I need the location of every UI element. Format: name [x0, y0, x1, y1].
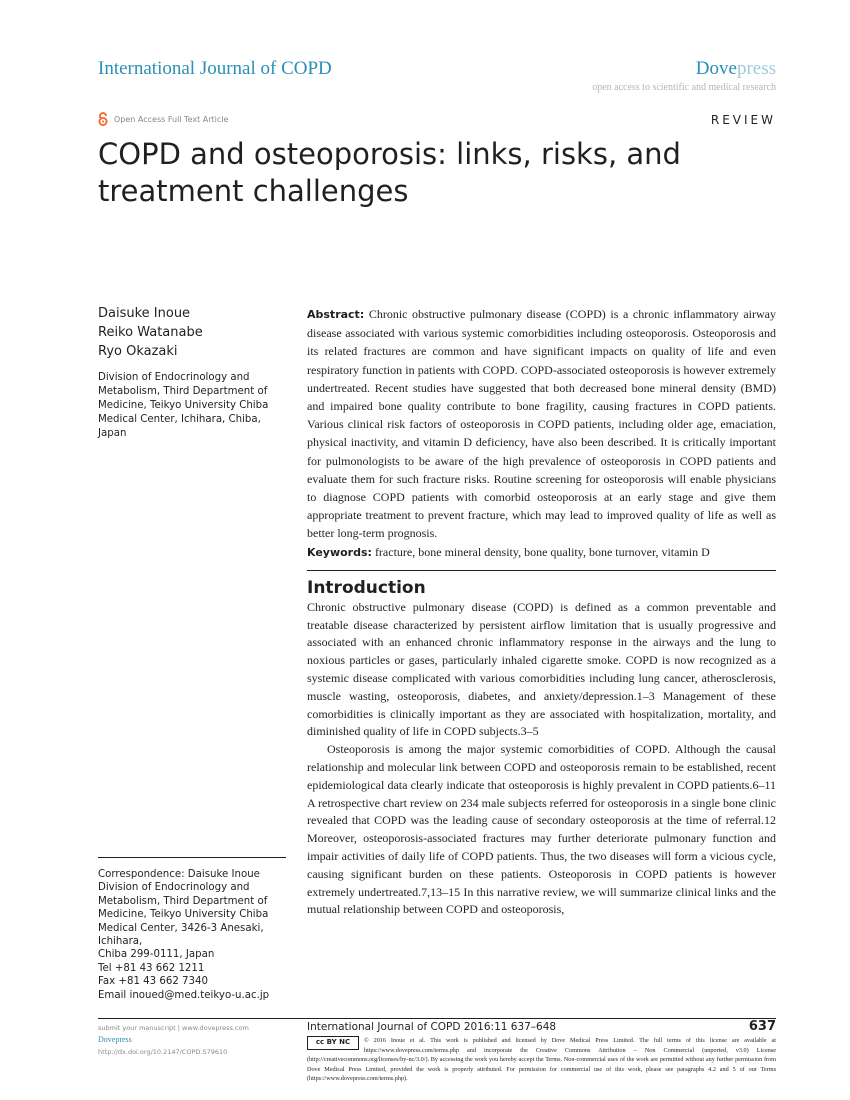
paragraph: Osteoporosis is among the major systemic comorbidities of COPD. Although the causal relationship and molecular link between COPD and osteoporosis remain to be established, recent epidemiological data clearly indicate that osteoporosis is highly prevalent in COPD patients.6–11 A retrospective chart review on 234 male subjects referred for osteoporosis in a single bone clinic revealed that COPD was the leading cause of secondary osteoporosis at the time of referral.12 Moreover, osteoporosis-associated fractures may further deteriorate pulmonary function and impair activities of daily life of COPD patients. Thus, the two diseases will form a vicious cycle, causing significant burden on these patients. Osteoporosis in COPD patients is however extremely undertreated.7,13–15 In this narrative review, we will summarize clinical links and the mutual relationship between COPD and osteoporosis,	[307, 742, 776, 917]
submit-link[interactable]: submit your manuscript | www.dovepress.com	[98, 1024, 249, 1032]
main-column	[307, 305, 776, 919]
page-number: 637	[748, 1019, 776, 1034]
license-block	[307, 1036, 776, 1084]
correspondence-line: Medical Center, 3426-3 Anesaki, Ichihara,	[98, 922, 264, 948]
author: Ryo Okazaki	[98, 344, 178, 359]
doi-link[interactable]: http://dx.doi.org/10.2147/COPD.S79610	[98, 1048, 228, 1056]
article-title: COPD and osteoporosis: links, risks, and treatment challenges	[98, 137, 681, 208]
author: Daisuke Inoue	[98, 306, 191, 321]
correspondence-line: Correspondence: Daisuke Inoue	[98, 869, 260, 880]
affiliation: Division of Endocrinology and Metabolism, Third Department of Medicine, Teikyo University Chiba Medical Center, Ichihara, Chiba, Japan	[98, 372, 269, 439]
open-access-text: Open Access Full Text Article	[114, 114, 229, 124]
footer-left	[98, 1022, 249, 1058]
publisher-logo-main: Dove	[695, 58, 737, 79]
citation: International Journal of COPD 2016:11 637–648	[307, 1021, 557, 1033]
section-heading: Introduction	[307, 577, 426, 598]
paragraph: Chronic obstructive pulmonary disease (COPD) is defined as a common preventable and treatable disease characterized by persistent airflow limitation that is usually progressive and associated with an enhanced chronic inflammatory response in the airways and the lung to noxious particles or gases, particularly inhaled cigarette smoke. COPD is now recognized as a systemic disease complicated with various comorbidities including lung cancer, atherosclerosis, muscle wasting, osteoporosis, diabetes, and anxiety/depression.1–3 Management of these comorbidities is clinically important as they are associated with hospitalization, mortality, and diminished quality of life in COPD subjects.3–5	[307, 599, 776, 739]
open-access-lock-icon	[98, 112, 108, 126]
author: Reiko Watanabe	[98, 325, 203, 340]
correspondence-line: Chiba 299-0111, Japan	[98, 949, 215, 961]
article-type: REVIEW	[710, 113, 776, 127]
correspondence-email[interactable]: Email inoued@med.teikyo-u.ac.jp	[98, 989, 270, 1001]
correspondence-line: Tel +81 43 662 1211	[98, 962, 205, 974]
divider	[98, 1018, 776, 1019]
divider	[98, 857, 286, 858]
license-text: © 2016 Inoue et al. This work is published and licensed by Dove Medical Press Limited. The full terms of this license are available at https://www.dovepress.com/terms.php and incorporate the Creative Commons Attribution – Non Commercial (unported, v3.0) License (http://creativecommons.org/licenses/by-nc/3.0/). By accessing the work you hereby accept the Terms. Non-commercial uses of the work are permitted without any further permission from Dove Medical Press Limited, provided the work is properly attributed. For permission for commercial use of this work, please see paragraphs 4.2 and 5 of our Terms (https://www.dovepress.com/terms.php).	[307, 1037, 776, 1083]
author-list	[98, 304, 203, 361]
correspondence-line: Fax +81 43 662 7340	[98, 976, 208, 988]
journal-name[interactable]: International Journal of COPD	[98, 58, 332, 79]
correspondence-line: Division of Endocrinology and	[98, 882, 250, 894]
introduction-body	[307, 599, 776, 919]
cc-license-icon[interactable]: cc BY NC	[307, 1036, 359, 1050]
correspondence-line: Metabolism, Third Department of	[98, 895, 268, 907]
publisher-logo[interactable]	[696, 58, 776, 80]
open-access-label	[98, 112, 228, 126]
correspondence-line: Medicine, Teikyo University Chiba	[98, 909, 269, 921]
keywords-label: Keywords:	[307, 545, 372, 559]
keywords-text: fracture, bone mineral density, bone quality, bone turnover, vitamin D	[374, 544, 710, 559]
correspondence	[98, 868, 293, 1002]
divider	[307, 570, 776, 571]
abstract-label: Abstract:	[307, 308, 365, 321]
publisher-logo-suffix: press	[736, 58, 776, 79]
abstract	[307, 305, 776, 562]
footer-publisher: Dovepress	[98, 1035, 132, 1044]
abstract-text: Chronic obstructive pulmonary disease (COPD) is a chronic inflammatory airway disease associated with various systemic comorbidities including osteoporosis. Osteoporosis and its related fractures are common and have significant impacts on quality of life and even respiratory function in patients with COPD. COPD-associated osteoporosis is however extremely undertreated. Recent studies have suggested that both decreased bone mineral density (BMD) and impaired bone quality contribute to bone fragility, causing fractures in COPD patients. Various clinical risk factors of osteoporosis in COPD patients, including older age, emaciation, physical inactivity, and vitamin D deficiency, have also been described. It is critically important for pulmonologists to be aware of the high prevalence of osteoporosis in COPD patients and evaluate them for such fracture risks. Routine screening for osteoporosis will enable physicians to diagnose COPD patients with comorbid osteoporosis at an early stage and give them appropriate treatment to prevent fracture, which may lead to improved quality of life as well as better long-term prognosis.	[307, 307, 777, 541]
publisher-tagline: open access to scientific and medical research	[592, 82, 776, 93]
